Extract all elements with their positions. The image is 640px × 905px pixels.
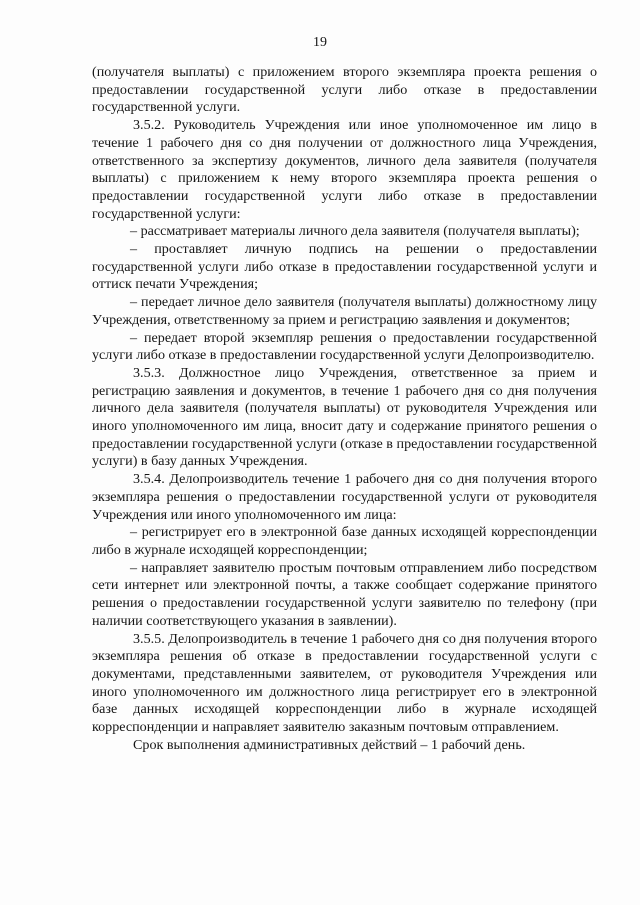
paragraph-deadline: Срок выполнения административных действий – 1 рабочий день. xyxy=(133,736,526,753)
paragraph-3-5-5: 3.5.5. Делопроизводитель в течение 1 рабочего дня со дня получения второго экземпляра решения об отказе в предоставлении государственной услуги с документами, представленными заявителем, от руководителя Учреждения или иного уполномоченного им должностного лица регистрирует его в электронной базе данных исходящей корреспонденции либо в журнале исходящей корреспонденции и направляет заявителю заказным почтовым отправлением. xyxy=(92,630,598,736)
list-item-sign-decision: – проставляет личную подпись на решении о предоставлении государственной услуги либо отказе в предоставлении государственной услуги и оттиск печати Учреждения; xyxy=(92,241,597,293)
paragraph-3-5-2: 3.5.2. Руководитель Учреждения или иное уполномоченное им лицо в течение 1 рабочего дня со дня получении от должностного лица Учреждения, ответственного за экспертизу документов, личного дела заявителя (получателя выплаты) с приложением к нему второго экземпляра проекта решения о предоставлении государственной услуги либо отказе в предоставлении государственной услуги: xyxy=(92,117,597,222)
paragraph-3-5-3: 3.5.3. Должностное лицо Учреждения, ответственное за прием и регистрацию заявления и документов, в течение 1 рабочего дня со дня получения личного дела заявителя (получателя выплаты) от руководителя Учреждения или иного уполномоченного им лица, вносит дату и содержание принятого решения о предоставлении государственной услуги (отказе в предоставлении государственной услуги) в базу данных Учреждения. xyxy=(92,364,597,470)
list-item-send-notify: – направляет заявителю простым почтовым отправлением либо посредством сети интернет или электронной почты, а также сообщает содержание принятого решения о предоставлении государственной услуги заявителю по телефону (при наличии соответствующего указания в заявлении). xyxy=(92,559,597,629)
paragraph-continuation: (получателя выплаты) с приложением второго экземпляра проекта решения о предоставлении государственной услуги либо отказе в предоставлении государственной услуги. xyxy=(92,64,597,116)
document-body xyxy=(92,64,597,754)
list-item-transfer-copy: – передает второй экземпляр решения о предоставлении государственной услуги либо отказе в предоставлении государственной услуги Делопроизводителю. xyxy=(92,329,597,364)
list-item-transfer-file: – передает личное дело заявителя (получателя выплаты) должностному лицу Учреждения, ответственному за прием и регистрацию заявления и документов; xyxy=(92,294,597,328)
page-number: 19 xyxy=(313,35,327,50)
list-item-register: – регистрирует его в электронной базе данных исходящей корреспонденции либо в журнале исходящей корреспонденции; xyxy=(92,524,597,558)
list-item-review-materials: – рассматривает материалы личного дела заявителя (получателя выплаты); xyxy=(130,223,580,240)
paragraph-3-5-4: 3.5.4. Делопроизводитель течение 1 рабочего дня со дня получения второго экземпляра решения о предоставлении государственной услуги от руководителя Учреждения или иного уполномоченного им лица: xyxy=(92,471,597,523)
